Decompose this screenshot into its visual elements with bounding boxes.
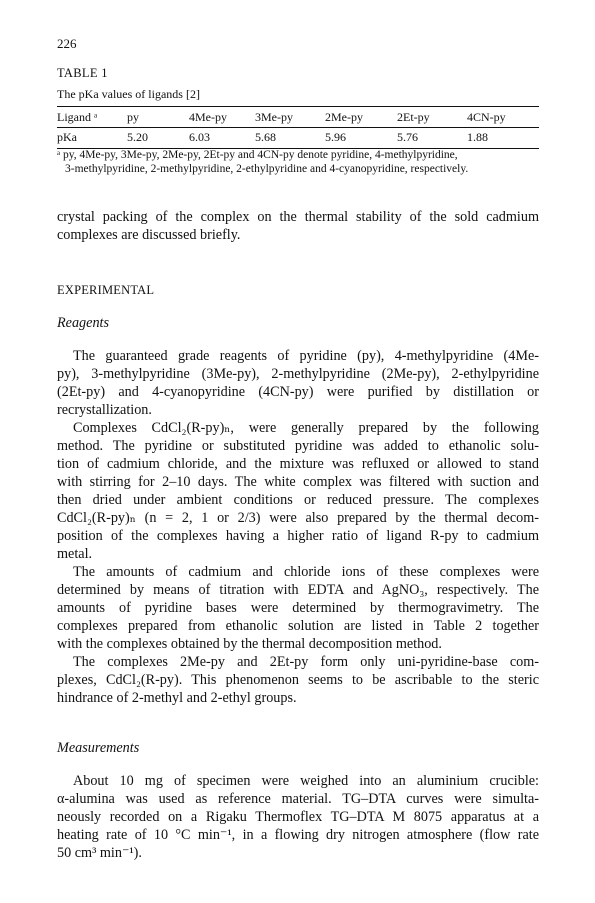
text-line: crystal packing of the complex on the thermal stability of the sold cadmium <box>57 209 539 225</box>
text-line: method. The pyridine or substituted pyridine was added to ethanolic solu- <box>57 438 539 454</box>
table-header-cell: 4CN-py <box>467 107 539 128</box>
text-line: (2Et-py) and 4-cyanopyridine (4CN-py) were purified by distillation or <box>57 384 539 400</box>
table-footnote <box>57 148 539 176</box>
text-line: CdCl₂(R-py)ₙ (n = 2, 1 or 2/3) were also prepared by the thermal decom- <box>57 510 539 526</box>
text-line: complexes prepared from ethanolic solution are listed in Table 2 together <box>57 618 539 634</box>
text-line: recrystallization. <box>57 402 152 418</box>
text-line: The complexes 2Me-py and 2Et-py form only uni-pyridine-base com- <box>73 654 539 670</box>
text-line: The amounts of cadmium and chloride ions of these complexes were <box>73 564 539 580</box>
text-line: tion of cadmium chloride, and the mixture was refluxed or allowed to stand <box>57 456 539 472</box>
table-header-cell: 2Et-py <box>397 107 467 128</box>
subsection-heading-measurements: Measurements <box>57 740 140 756</box>
table-cell: 5.76 <box>397 128 467 149</box>
table-cell: 5.96 <box>325 128 397 149</box>
table-row <box>57 128 539 149</box>
text-line: position of the complexes having a higher ratio of ligand R-py to cadmium <box>57 528 539 544</box>
pka-table <box>57 106 539 149</box>
section-heading: EXPERIMENTAL <box>57 283 155 297</box>
text-line: The guaranteed grade reagents of pyridine (py), 4-methylpyridine (4Me- <box>73 348 539 364</box>
table-footnote-line: ᵃ py, 4Me-py, 3Me-py, 2Me-py, 2Et-py and 4CN-py denote pyridine, 4-methylpyridine, <box>57 149 458 161</box>
text-line: py), 3-methylpyridine (3Me-py), 2-methylpyridine (2Me-py), 2-ethylpyridine <box>57 366 539 382</box>
text-line: complexes are discussed briefly. <box>57 227 241 243</box>
table-header-row <box>57 107 539 128</box>
table-row-label: pKa <box>57 128 127 149</box>
table-cell: 5.68 <box>255 128 325 149</box>
table-header-cell: 4Me-py <box>189 107 255 128</box>
table-cell: 1.88 <box>467 128 539 149</box>
text-line: amounts of pyridine bases were determined by thermogravimetry. The <box>57 600 539 616</box>
table-caption: The pKa values of ligands [2] <box>57 87 200 101</box>
text-line: with the complexes obtained by the thermal decomposition method. <box>57 636 442 652</box>
text-line: About 10 mg of specimen were weighed into an aluminium crucible: <box>73 773 539 789</box>
intro-paragraph <box>57 208 539 244</box>
text-line: 50 cm³ min⁻¹). <box>57 845 142 861</box>
table-label: TABLE 1 <box>57 66 108 80</box>
text-line: Complexes CdCl₂(R-py)ₙ, were generally prepared by the following <box>73 420 539 436</box>
text-line: with stirring for 2–10 days. The white complex was filtered with suction and <box>57 474 539 490</box>
table-footnote-line: 3-methylpyridine, 2-methylpyridine, 2-ethylpyridine and 4-cyanopyridine, respectively. <box>65 163 469 175</box>
text-line: heating rate of 10 °C min⁻¹, in a flowing dry nitrogen atmosphere (flow rate <box>57 827 539 843</box>
text-line: plexes, CdCl₂(R-py). This phenomenon seems to be ascribable to the steric <box>57 672 539 688</box>
text-line: hindrance of 2-methyl and 2-ethyl groups. <box>57 690 297 706</box>
table-header-cell: py <box>127 107 189 128</box>
table-header-cell: 2Me-py <box>325 107 397 128</box>
page-number: 226 <box>57 36 77 51</box>
text-line: determined by means of titration with EDTA and AgNO₃, respectively. The <box>57 582 539 598</box>
table-cell: 6.03 <box>189 128 255 149</box>
text-line: α-alumina was used as reference material. TG–DTA curves were simulta- <box>57 791 539 807</box>
table-header-cell: 3Me-py <box>255 107 325 128</box>
table-header-cell: Ligand ᵃ <box>57 107 127 128</box>
reagents-text <box>57 347 539 707</box>
subsection-heading-reagents: Reagents <box>57 315 110 331</box>
text-line: then dried under ambient conditions or reduced pressure. The complexes <box>57 492 539 508</box>
measurements-text <box>57 772 539 862</box>
text-line: neously recorded on a Rigaku Thermoflex TG–DTA M 8075 apparatus at a <box>57 809 539 825</box>
text-line: metal. <box>57 546 93 562</box>
table-cell: 5.20 <box>127 128 189 149</box>
